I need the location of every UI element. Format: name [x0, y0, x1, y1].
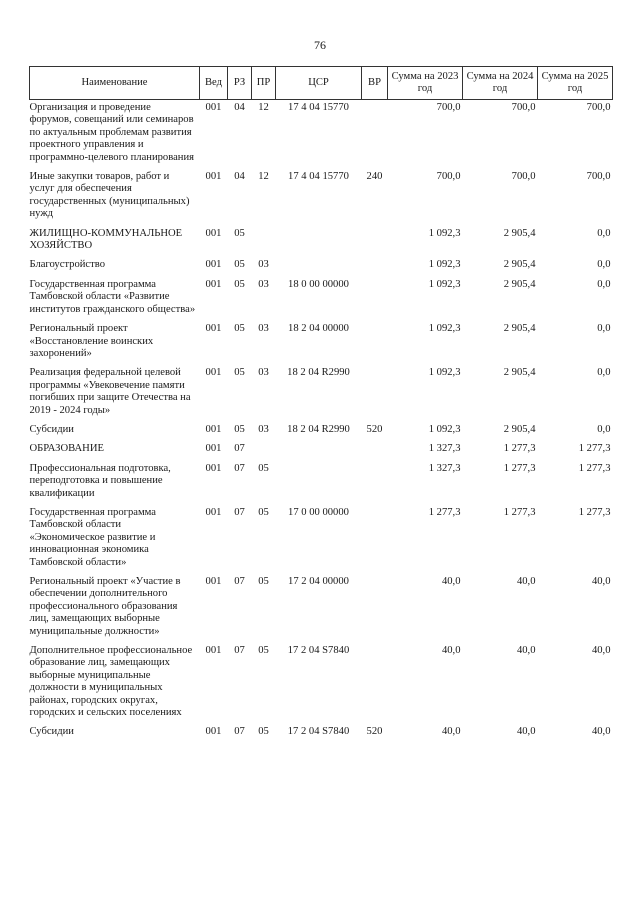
cell-name: Профессиональная подготовка, переподготовка и повышение квалификации: [29, 462, 171, 499]
cell-sum-2024: 2 905,4: [503, 278, 536, 290]
cell-sum-2025: 700,0: [586, 102, 611, 113]
cell-ved: 001: [205, 278, 222, 290]
header-rz: РЗ: [228, 67, 252, 100]
cell-sum-2025: 40,0: [591, 645, 611, 657]
cell-ved: 001: [205, 423, 222, 435]
cell-ved: 001: [205, 323, 222, 335]
cell-pr: [252, 226, 276, 258]
table-row: [30, 100, 613, 170]
cell-sum-2023: 40,0: [441, 726, 461, 738]
cell-rz: 07: [234, 443, 245, 455]
cell-rz: 07: [234, 726, 245, 738]
table-row: [30, 724, 613, 743]
cell-pr: 12: [258, 171, 269, 183]
cell-ved: 001: [205, 102, 222, 113]
cell-name: Государственная программа Тамбовской области «Развитие институтов гражданского общества»: [29, 278, 196, 315]
header-sum-2025: Сумма на 2025 год: [538, 67, 613, 100]
cell-rz: 05: [234, 278, 245, 290]
cell-rz: 04: [234, 171, 245, 183]
cell-sum-2023: 40,0: [441, 645, 461, 657]
table-body: [30, 100, 613, 744]
cell-name: Государственная программа Тамбовской области «Экономическое развитие и инновационная экономика Тамбовской области»: [29, 506, 157, 568]
cell-sum-2025: 1 277,3: [578, 443, 611, 455]
cell-ved: 001: [205, 462, 222, 474]
cell-sum-2024: 2 905,4: [503, 423, 536, 435]
cell-csr: 17 2 04 S7840: [287, 645, 350, 657]
cell-sum-2023: 1 092,3: [428, 367, 461, 379]
cell-csr: 17 4 04 15770: [288, 171, 349, 183]
cell-sum-2024: 700,0: [511, 102, 536, 113]
cell-vr: [362, 441, 388, 460]
cell-vr: [362, 505, 388, 574]
cell-sum-2025: 0,0: [597, 278, 611, 290]
cell-name: Благоустройство: [29, 259, 105, 271]
table-row: [30, 321, 613, 365]
cell-name: Субсидии: [29, 726, 74, 738]
cell-sum-2025: 0,0: [597, 323, 611, 335]
cell-ved: 001: [205, 367, 222, 379]
cell-pr: [252, 441, 276, 460]
cell-sum-2025: 0,0: [597, 227, 611, 239]
cell-rz: 05: [234, 259, 245, 271]
cell-csr: 18 2 04 R2990: [287, 423, 350, 435]
cell-vr: [362, 226, 388, 258]
header-csr: ЦСР: [276, 67, 362, 100]
table-row: [30, 257, 613, 276]
cell-pr: 05: [258, 726, 269, 738]
cell-name: ОБРАЗОВАНИЕ: [29, 443, 104, 455]
table-row: [30, 169, 613, 226]
cell-pr: 05: [258, 576, 269, 587]
cell-name: Реализация федеральной целевой программы «Увековечение памяти погибших при защите Отечества на 2019 - 2024 годы»: [29, 367, 191, 416]
cell-sum-2024: 1 277,3: [503, 443, 536, 455]
cell-pr: 05: [258, 506, 269, 518]
cell-csr: 17 2 04 00000: [288, 576, 349, 587]
cell-name: ЖИЛИЩНО-КОММУНАЛЬНОЕ ХОЗЯЙСТВО: [29, 227, 183, 252]
cell-vr: [362, 643, 388, 724]
cell-ved: 001: [205, 645, 222, 657]
cell-csr: 18 0 00 00000: [288, 278, 349, 290]
cell-sum-2025: 1 277,3: [578, 506, 611, 518]
cell-rz: 05: [234, 367, 245, 379]
cell-pr: 03: [258, 367, 269, 379]
cell-ved: 001: [205, 576, 222, 587]
cell-sum-2023: 1 277,3: [428, 506, 461, 518]
header-vr: ВР: [362, 67, 388, 100]
cell-csr: [276, 257, 362, 276]
cell-vr: [362, 461, 388, 505]
header-pr: ПР: [252, 67, 276, 100]
cell-sum-2025: 0,0: [597, 259, 611, 271]
cell-csr: 17 0 00 00000: [288, 506, 349, 518]
cell-sum-2025: 0,0: [597, 423, 611, 435]
cell-sum-2023: 700,0: [436, 171, 461, 183]
cell-ved: 001: [205, 227, 222, 239]
cell-sum-2024: 1 277,3: [503, 506, 536, 518]
cell-ved: 001: [205, 506, 222, 518]
cell-sum-2024: 700,0: [511, 171, 536, 183]
page-number: 76: [314, 38, 326, 52]
cell-sum-2024: 2 905,4: [503, 227, 536, 239]
cell-sum-2024: 2 905,4: [503, 259, 536, 271]
cell-rz: 05: [234, 227, 245, 239]
cell-rz: 07: [234, 645, 245, 657]
header-sum-2024: Сумма на 2024 год: [463, 67, 538, 100]
cell-rz: 04: [234, 102, 245, 113]
table-row: [30, 461, 613, 505]
cell-sum-2023: 1 327,3: [428, 462, 461, 474]
cell-vr: [362, 277, 388, 321]
cell-name: Организация и проведение форумов, совещаний или семинаров по актуальным проблемам развития проектного управления и программно-целевого планирования: [29, 102, 194, 163]
cell-pr: 03: [258, 423, 269, 435]
cell-sum-2024: 40,0: [516, 726, 536, 738]
cell-ved: 001: [205, 726, 222, 738]
table-row: [30, 365, 613, 422]
cell-csr: 18 2 04 00000: [288, 323, 349, 335]
cell-sum-2023: 1 092,3: [428, 423, 461, 435]
cell-sum-2023: 1 327,3: [428, 443, 461, 455]
cell-rz: 07: [234, 462, 245, 474]
cell-csr: 18 2 04 R2990: [287, 367, 350, 379]
table-row: [30, 574, 613, 643]
cell-vr: [362, 100, 388, 170]
cell-sum-2025: 1 277,3: [578, 462, 611, 474]
table-row: [30, 277, 613, 321]
cell-sum-2023: 40,0: [441, 576, 461, 587]
cell-vr: 520: [366, 423, 383, 435]
cell-csr: 17 2 04 S7840: [287, 726, 350, 738]
cell-csr: 17 4 04 15770: [288, 102, 349, 113]
cell-sum-2023: 1 092,3: [428, 278, 461, 290]
table-row: [30, 643, 613, 724]
header-sum-2023: Сумма на 2023 год: [388, 67, 463, 100]
cell-sum-2024: 40,0: [516, 576, 536, 587]
cell-sum-2023: 1 092,3: [428, 323, 461, 335]
cell-csr: [276, 461, 362, 505]
cell-pr: 03: [258, 278, 269, 290]
header-ved: Вед: [200, 67, 228, 100]
cell-pr: 03: [258, 259, 269, 271]
cell-sum-2025: 700,0: [586, 171, 611, 183]
cell-name: Региональный проект «Восстановление воинских захоронений»: [29, 323, 154, 359]
table-row: [30, 226, 613, 258]
header-name: Наименование: [30, 67, 200, 100]
cell-vr: [362, 321, 388, 365]
cell-pr: 03: [258, 323, 269, 335]
table-row: [30, 505, 613, 574]
table-header: [30, 67, 613, 100]
cell-sum-2024: 40,0: [516, 645, 536, 657]
cell-sum-2024: 2 905,4: [503, 323, 536, 335]
cell-csr: [276, 226, 362, 258]
cell-sum-2023: 1 092,3: [428, 259, 461, 271]
cell-pr: 12: [258, 102, 269, 113]
cell-rz: 05: [234, 323, 245, 335]
cell-csr: [276, 441, 362, 460]
cell-pr: 05: [258, 645, 269, 657]
cell-name: Иные закупки товаров, работ и услуг для обеспечения государственных (муниципальных) нужд: [29, 171, 190, 220]
cell-vr: [362, 365, 388, 422]
cell-name: Региональный проект «Участие в обеспечении дополнительного профессионального образования лиц, замещающих выборные муниципальные должности»: [29, 576, 181, 637]
cell-vr: 520: [366, 726, 383, 738]
cell-vr: 240: [366, 171, 383, 183]
cell-ved: 001: [205, 171, 222, 183]
cell-sum-2023: 1 092,3: [428, 227, 461, 239]
cell-rz: 05: [234, 423, 245, 435]
cell-sum-2025: 0,0: [597, 367, 611, 379]
cell-rz: 07: [234, 576, 245, 587]
cell-ved: 001: [205, 443, 222, 455]
cell-vr: [362, 257, 388, 276]
cell-sum-2025: 40,0: [591, 726, 611, 738]
cell-sum-2023: 700,0: [436, 102, 461, 113]
cell-ved: 001: [205, 259, 222, 271]
cell-name: Дополнительное профессиональное образование лиц, замещающих выборные муниципальные должности в муниципальных районах, городских округах, городских и сельских поселениях: [29, 645, 193, 719]
cell-rz: 07: [234, 506, 245, 518]
table-row: [30, 441, 613, 460]
cell-name: Субсидии: [29, 423, 74, 435]
cell-pr: 05: [258, 462, 269, 474]
cell-sum-2024: 2 905,4: [503, 367, 536, 379]
cell-sum-2025: 40,0: [591, 576, 611, 587]
table-row: [30, 422, 613, 441]
cell-sum-2024: 1 277,3: [503, 462, 536, 474]
cell-vr: [362, 574, 388, 643]
budget-table: [29, 66, 613, 744]
